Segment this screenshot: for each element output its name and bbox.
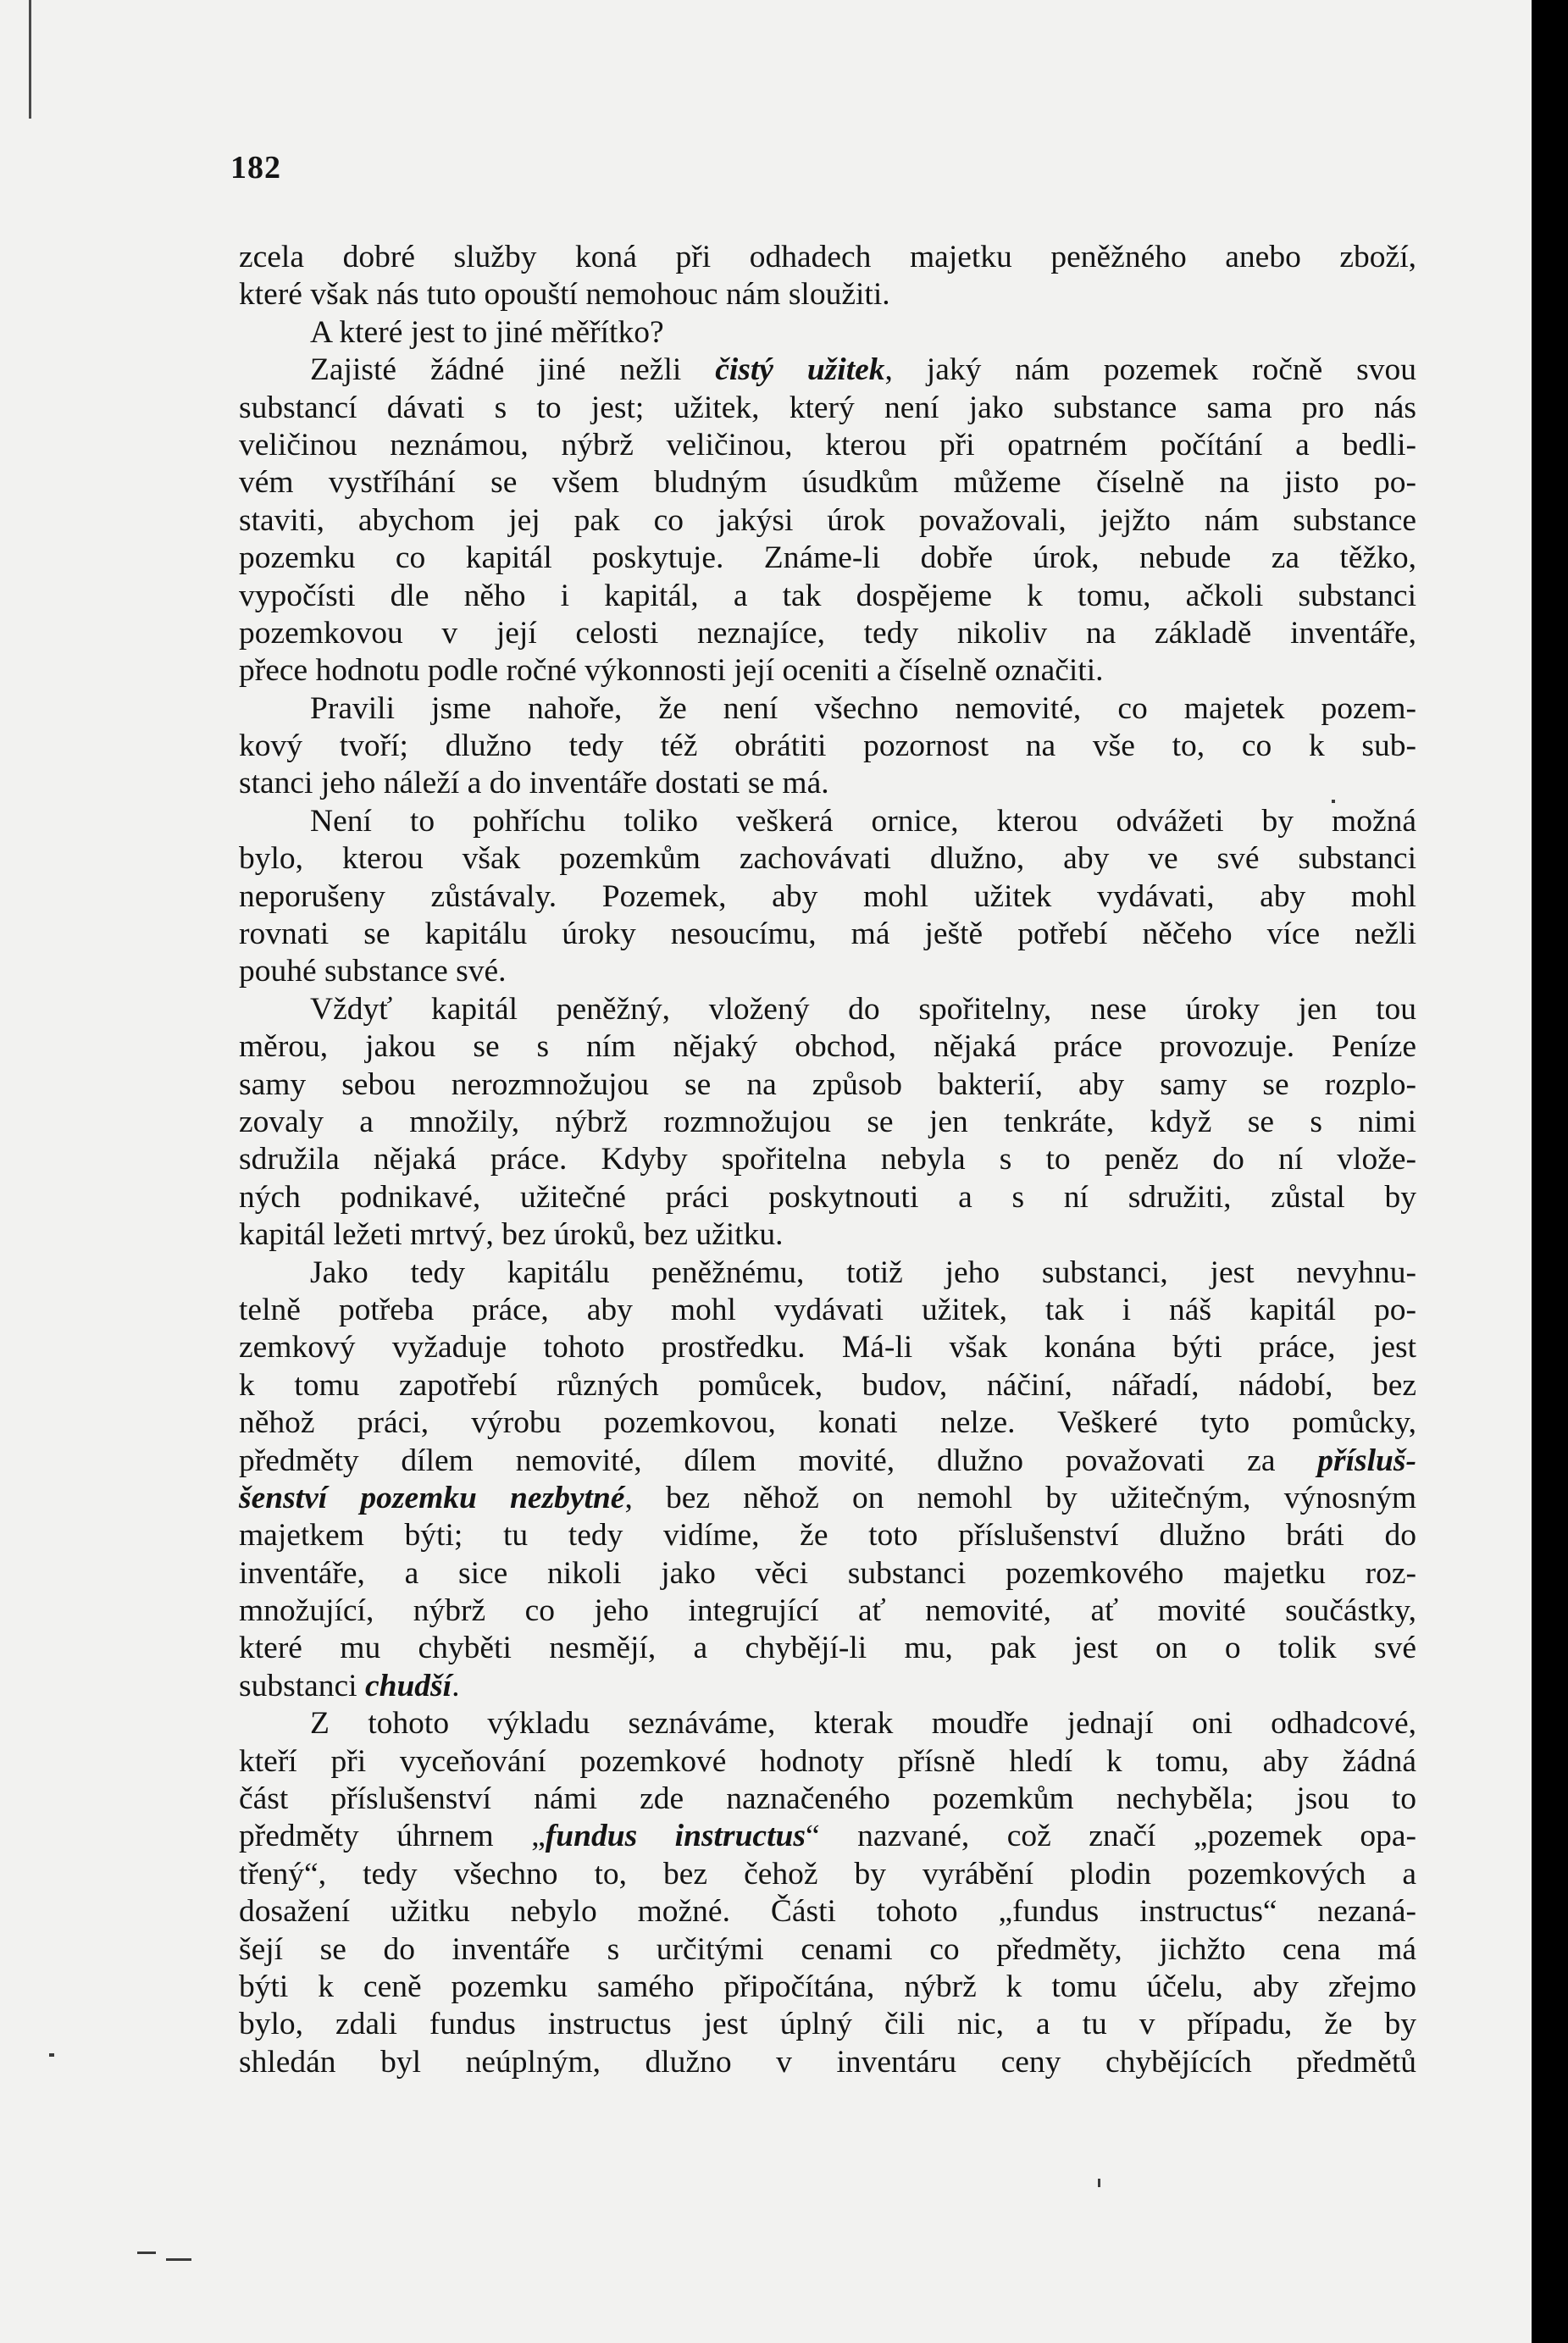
text-line: samy sebou nerozmnožujou se na způsob bakterií, aby samy se rozplo- <box>239 1066 1416 1102</box>
text-line <box>239 1443 1416 1480</box>
text-line: kteří při vyceňování pozemkové hodnoty přísně hledí k tomu, aby žádná <box>239 1743 1416 1779</box>
text-line: zovaly a množily, nýbrž rozmnožujou se jen tenkráte, když se s nimi <box>239 1104 1416 1139</box>
text-line: A které jest to jiné měřítko? <box>310 314 664 350</box>
text-line <box>239 1818 1416 1855</box>
emphasized-text: fundus instructus <box>545 1819 806 1854</box>
text-line: staviti, abychom jej pak co jakýsi úrok považovali, jejžto nám substance <box>239 502 1416 538</box>
text-line: které však nás tuto opouští nemohouc nám sloužiti. <box>239 277 890 313</box>
text-fragment: předměty úhrnem „ <box>239 1819 546 1854</box>
text-line: které mu chyběti nesmějí, a chybějí-li mu, pak jest on o tolik své <box>239 1631 1416 1666</box>
text-line: šejí se do inventáře s určitými cenami co předměty, jichžto cena má <box>239 1931 1416 1967</box>
text-line: bylo, kterou však pozemkům zachovávati dlužno, aby ve své substanci <box>239 841 1416 877</box>
text-line: pozemkovou v její celosti neznajíce, tedy nikoliv na základě inventáře, <box>239 615 1416 651</box>
text-line: substancí dávati s to jest; užitek, který není jako substance sama pro nás <box>239 390 1416 425</box>
text-line: rovnati se kapitálu úroky nesoucímu, má ještě potřebí něčeho více nežli <box>239 917 1416 952</box>
text-line: kapitál ležeti mrtvý, bez úroků, bez užitku. <box>239 1217 784 1253</box>
body-text <box>239 239 1416 2081</box>
text-line: Vždyť kapitál peněžný, vložený do spořitelny, nese úroky jen tou <box>310 991 1416 1027</box>
text-fragment: substanci <box>239 1668 365 1703</box>
dust-speck <box>166 2258 191 2261</box>
dust-speck <box>1098 2179 1100 2187</box>
text-line: k tomu zapotřebí různých pomůcek, budov, náčiní, nářadí, nádobí, bez <box>239 1367 1416 1403</box>
emphasized-text: šenství pozemku nezbytné <box>239 1480 625 1515</box>
text-line: pouhé substance své. <box>239 954 507 989</box>
text-line: ných podnikavé, užitečné práci poskytnouti a s ní sdružiti, zůstal by <box>239 1179 1416 1215</box>
text-fragment: . <box>452 1668 460 1703</box>
text-line: veličinou neznámou, nýbrž veličinou, kterou při opatrném počítání a bedli- <box>239 427 1416 463</box>
text-line: třený“, tedy všechno to, bez čehož by vyrábění plodin pozemkových a <box>239 1856 1416 1892</box>
text-line: něhož práci, výrobu pozemkovou, konati nelze. Veškeré tyto pomůcky, <box>239 1405 1416 1441</box>
emphasized-text: chudší <box>364 1668 452 1703</box>
text-line: pozemku co kapitál poskytuje. Známe-li dobře úrok, nebude za těžko, <box>239 540 1416 576</box>
text-line: sdružila nějaká práce. Kdyby spořitelna nebyla s to peněz do ní vlože- <box>239 1142 1416 1177</box>
dust-speck <box>49 2053 54 2057</box>
scan-border <box>1532 0 1568 2343</box>
text-line: inventáře, a sice nikoli jako věci substanci pozemkového majetku roz- <box>239 1555 1416 1591</box>
text-line: neporušeny zůstávaly. Pozemek, aby mohl užitek vydávati, aby mohl <box>239 878 1416 914</box>
emphasized-text: čistý užitek <box>715 352 885 388</box>
text-line: Z tohoto výkladu seznáváme, kterak moudře jednají oni odhadcové, <box>310 1706 1416 1742</box>
text-line: vém vystříhání se všem bludným úsudkům můžeme číselně na jisto po- <box>239 465 1416 501</box>
text-fragment: , jaký nám pozemek ročně svou <box>884 352 1416 388</box>
text-line <box>239 352 1416 389</box>
text-line: shledán byl neúplným, dlužno v inventáru ceny chybějících předmětů <box>239 2044 1416 2080</box>
text-fragment: , bez něhož on nemohl by užitečným, výnosným <box>624 1480 1416 1515</box>
text-line: přece hodnotu podle ročné výkonnosti její oceniti a číselně označiti. <box>239 653 1104 689</box>
emphasized-text: přísluš- <box>1317 1443 1416 1478</box>
text-line: zcela dobré služby koná při odhadech majetku peněžného anebo zboží, <box>239 240 1416 274</box>
text-line: měrou, jakou se s ním nějaký obchod, nějaká práce provozuje. Peníze <box>239 1029 1416 1065</box>
page-edge-mark <box>29 0 31 119</box>
text-line: Pravili jsme nahoře, že není všechno nemovité, co majetek pozem- <box>310 690 1416 726</box>
dust-speck <box>1332 800 1335 803</box>
text-line: bylo, zdali fundus instructus jest úplný čili nic, a tu v případu, že by <box>239 2007 1416 2042</box>
text-line: kový tvoří; dlužno tedy též obrátiti pozornost na vše to, co k sub- <box>239 728 1416 764</box>
text-line: Jako tedy kapitálu peněžnému, totiž jeho substanci, jest nevyhnu- <box>310 1255 1416 1290</box>
text-line <box>239 1668 1416 1705</box>
text-line: stanci jeho náleží a do inventáře dostati se má. <box>239 766 829 801</box>
text-fragment: Zajisté žádné jiné nežli <box>310 352 716 388</box>
text-line <box>239 1480 1416 1517</box>
text-line: majetkem býti; tu tedy vidíme, že toto příslušenství dlužno bráti do <box>239 1518 1416 1554</box>
text-line: vypočísti dle něho i kapitál, a tak dospějeme k tomu, ačkoli substanci <box>239 578 1416 613</box>
text-line: telně potřeba práce, aby mohl vydávati užitek, tak i náš kapitál po- <box>239 1292 1416 1327</box>
text-fragment: “ nazvané, což značí „pozemek opa- <box>805 1819 1416 1854</box>
text-fragment: předměty dílem nemovité, dílem movité, dlužno považovati za <box>239 1443 1318 1478</box>
text-line: část příslušenství námi zde naznačeného pozemkům nechyběla; jsou to <box>239 1781 1416 1817</box>
text-line: zemkový vyžaduje tohoto prostředku. Má-li však konána býti práce, jest <box>239 1330 1416 1365</box>
text-line: býti k ceně pozemku samého připočítána, nýbrž k tomu účelu, aby zřejmo <box>239 1969 1416 2004</box>
text-line: dosažení užitku nebylo možné. Části tohoto „fundus instructus“ nezaná- <box>239 1894 1416 1930</box>
dust-speck <box>137 2252 156 2254</box>
text-line: množující, nýbrž co jeho integrující ať nemovité, ať movité součástky, <box>239 1593 1416 1629</box>
page-number: 182 <box>230 150 281 186</box>
text-line: Není to pohříchu toliko veškerá ornice, kterou odvážeti by možná <box>310 803 1416 839</box>
